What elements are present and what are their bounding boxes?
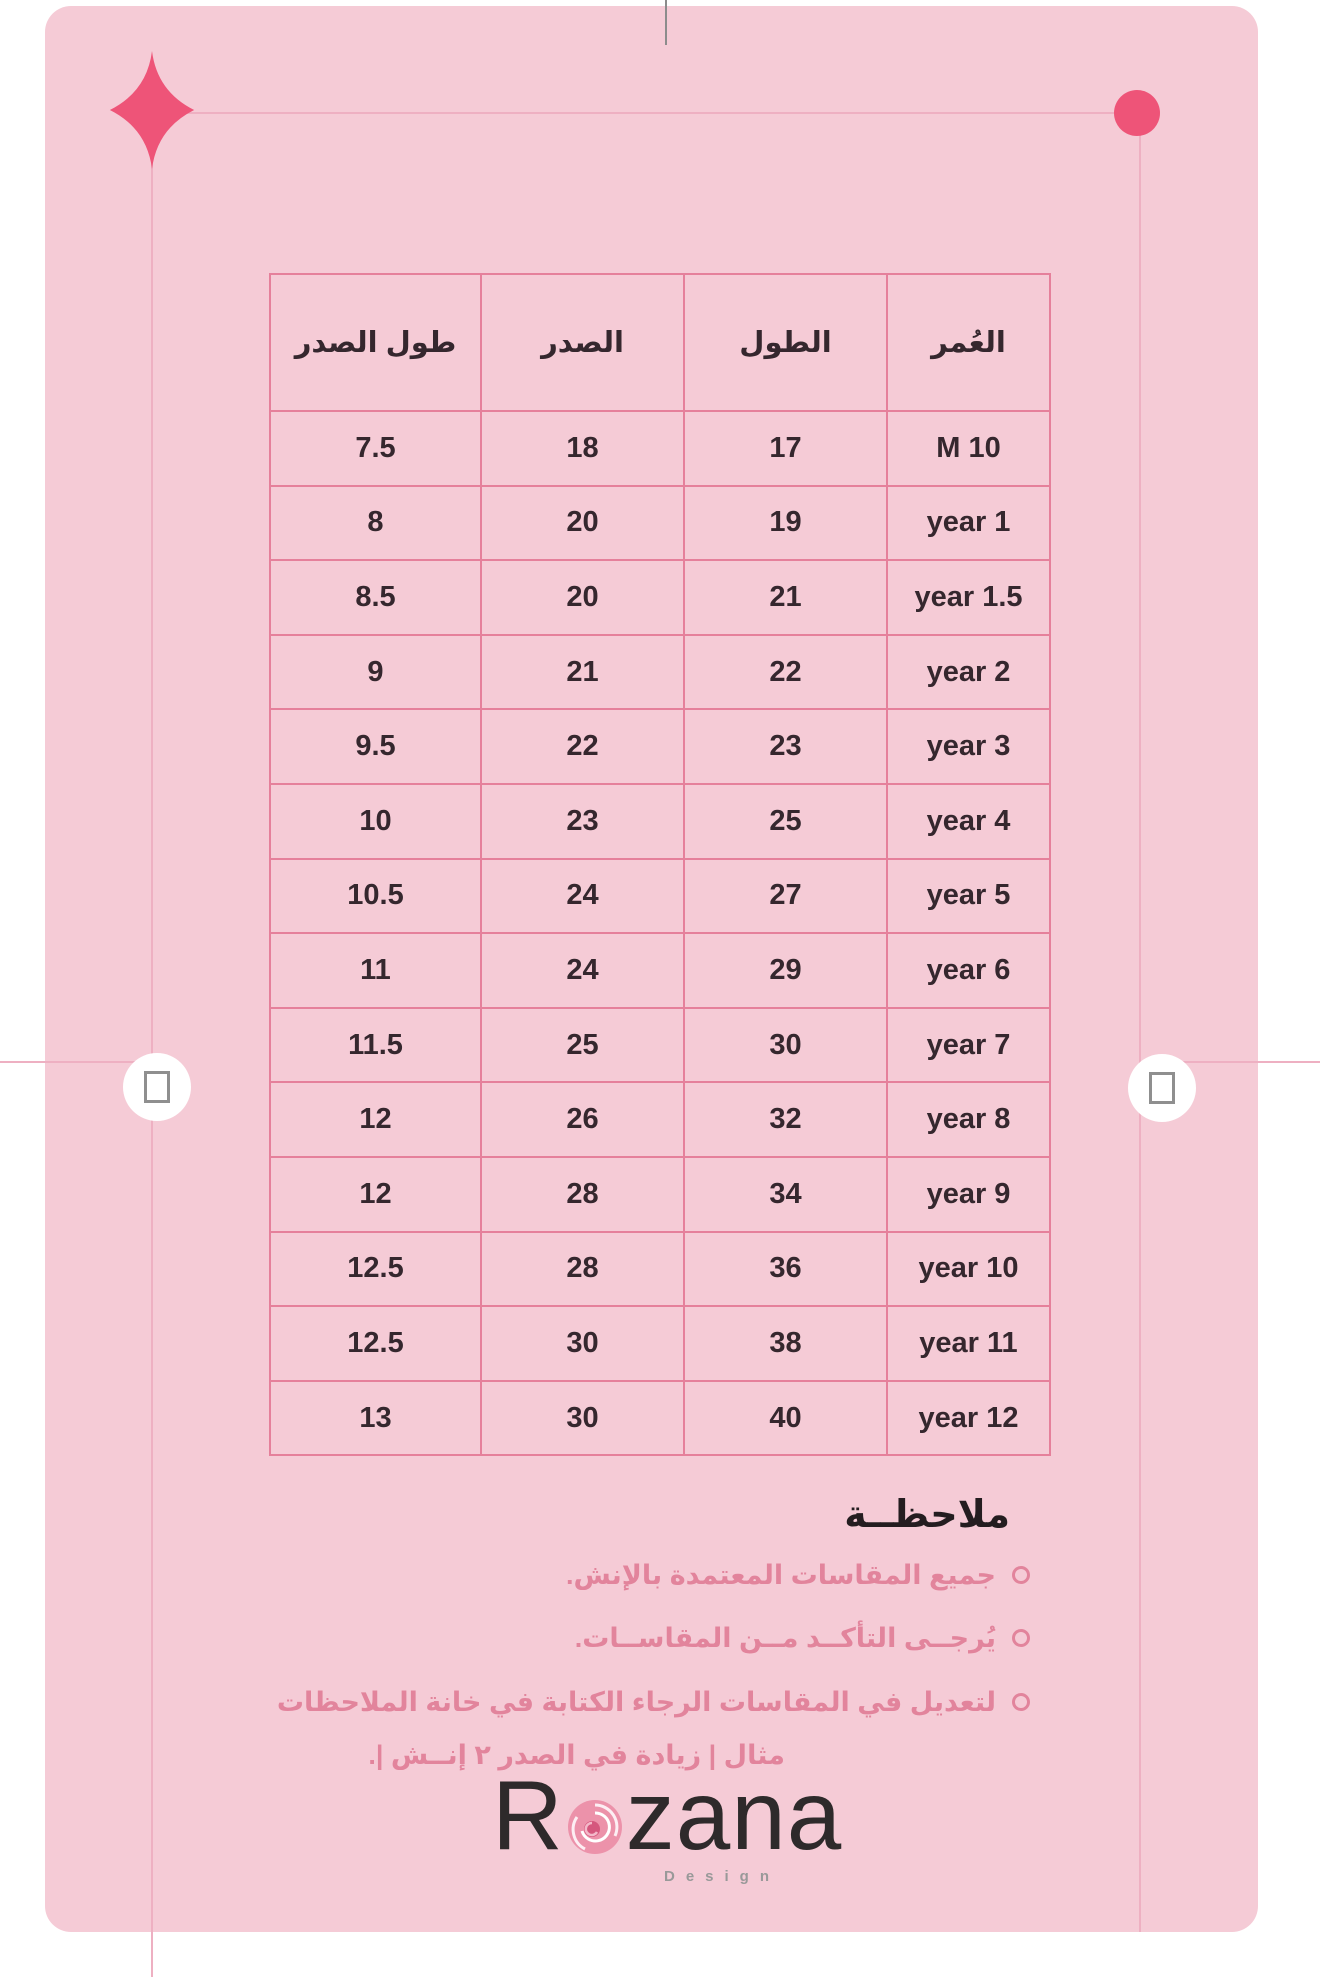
table-cell: 18 (481, 411, 684, 486)
size-table (269, 273, 1051, 1456)
table-cell: 12.5 (270, 1232, 481, 1307)
table-cell: 1.5 year (887, 560, 1050, 635)
table-cell: 11.5 (270, 1008, 481, 1083)
bullet-circle-icon (1012, 1566, 1030, 1584)
size-table-header (270, 274, 1050, 411)
table-cell: 12 (270, 1157, 481, 1232)
note-text: جميع المقاسات المعتمدة بالإنش. (566, 1560, 996, 1590)
note-item (240, 1557, 1030, 1593)
table-row (270, 1232, 1050, 1307)
notes-section (240, 1492, 1030, 1801)
table-cell: 2 year (887, 635, 1050, 710)
table-cell: 12.5 (270, 1306, 481, 1381)
table-cell: 30 (684, 1008, 887, 1083)
notes-heading: ملاحظــة (844, 1494, 1010, 1536)
rose-icon (567, 1799, 623, 1855)
table-cell: 24 (481, 859, 684, 934)
table-cell: 17 (684, 411, 887, 486)
table-cell: 28 (481, 1157, 684, 1232)
logo-letters-zana: zana (625, 1760, 843, 1870)
frame-marker-left (123, 1053, 191, 1121)
table-cell: 29 (684, 933, 887, 1008)
table-cell: 27 (684, 859, 887, 934)
column-header: الصدر (481, 274, 684, 411)
table-cell: 10 M (887, 411, 1050, 486)
logo-letter-r: R (492, 1760, 564, 1870)
table-cell: 26 (481, 1082, 684, 1157)
table-cell: 8.5 (270, 560, 481, 635)
table-row (270, 1381, 1050, 1456)
notes-list (240, 1557, 1030, 1774)
table-cell: 12 year (887, 1381, 1050, 1456)
table-cell: 7 year (887, 1008, 1050, 1083)
table-cell: 3 year (887, 709, 1050, 784)
table-row (270, 784, 1050, 859)
table-cell: 32 (684, 1082, 887, 1157)
table-row (270, 1082, 1050, 1157)
table-cell: 7.5 (270, 411, 481, 486)
table-cell: 11 year (887, 1306, 1050, 1381)
table-cell: 9 (270, 635, 481, 710)
logo-wordmark (492, 1760, 843, 1870)
table-cell: 11 (270, 933, 481, 1008)
table-cell: 22 (684, 635, 887, 710)
table-cell: 25 (481, 1008, 684, 1083)
bullet-circle-icon (1012, 1629, 1030, 1647)
table-cell: 21 (684, 560, 887, 635)
table-cell: 4 year (887, 784, 1050, 859)
size-table-body (270, 411, 1050, 1455)
note-item (240, 1620, 1030, 1656)
top-center-tick (665, 0, 667, 45)
table-cell: 23 (481, 784, 684, 859)
table-row (270, 933, 1050, 1008)
table-cell: 19 (684, 486, 887, 561)
corner-dot-icon (1114, 90, 1160, 136)
frame-line-top (152, 112, 1138, 114)
table-row (270, 411, 1050, 486)
frame-line-left (151, 112, 153, 1977)
note-text: لتعديل في المقاسات الرجاء الكتابة في خانة الملاحظات (276, 1686, 996, 1717)
table-cell: 1 year (887, 486, 1050, 561)
table-cell: 8 (270, 486, 481, 561)
table-cell: 20 (481, 486, 684, 561)
table-cell: 10 (270, 784, 481, 859)
column-header: طول الصدر (270, 274, 481, 411)
table-cell: 34 (684, 1157, 887, 1232)
table-row (270, 486, 1050, 561)
frame-marker-right (1128, 1054, 1196, 1122)
brand-logo (492, 1760, 843, 1885)
table-cell: 21 (481, 635, 684, 710)
table-row (270, 1306, 1050, 1381)
table-cell: 30 (481, 1381, 684, 1456)
table-cell: 10.5 (270, 859, 481, 934)
table-cell: 10 year (887, 1232, 1050, 1307)
table-cell: 30 (481, 1306, 684, 1381)
table-cell: 22 (481, 709, 684, 784)
note-text: يُرجــى التأكــد مــن المقاســات. (574, 1623, 996, 1654)
table-cell: 28 (481, 1232, 684, 1307)
table-cell: 12 (270, 1082, 481, 1157)
column-header: العُمر (887, 274, 1050, 411)
table-cell: 6 year (887, 933, 1050, 1008)
table-row (270, 709, 1050, 784)
bullet-circle-icon (1012, 1693, 1030, 1711)
table-row (270, 1157, 1050, 1232)
logo-subtitle: Design (664, 1868, 781, 1885)
table-row (270, 560, 1050, 635)
column-header: الطول (684, 274, 887, 411)
table-cell: 13 (270, 1381, 481, 1456)
note-item (240, 1684, 1030, 1720)
table-cell: 36 (684, 1232, 887, 1307)
table-row (270, 1008, 1050, 1083)
table-cell: 38 (684, 1306, 887, 1381)
table-cell: 9 year (887, 1157, 1050, 1232)
table-cell: 20 (481, 560, 684, 635)
table-cell: 23 (684, 709, 887, 784)
table-row (270, 635, 1050, 710)
table-cell: 5 year (887, 859, 1050, 934)
table-cell: 8 year (887, 1082, 1050, 1157)
frame-line-right (1139, 112, 1141, 1932)
square-marker-icon (1149, 1072, 1175, 1104)
table-cell: 9.5 (270, 709, 481, 784)
table-cell: 24 (481, 933, 684, 1008)
square-marker-icon (144, 1071, 170, 1103)
table-row (270, 859, 1050, 934)
table-cell: 40 (684, 1381, 887, 1456)
sparkle-icon (109, 51, 195, 169)
note-text: مثال | زيادة في الصدر ٢ إنــش |. (368, 1740, 785, 1771)
table-cell: 25 (684, 784, 887, 859)
